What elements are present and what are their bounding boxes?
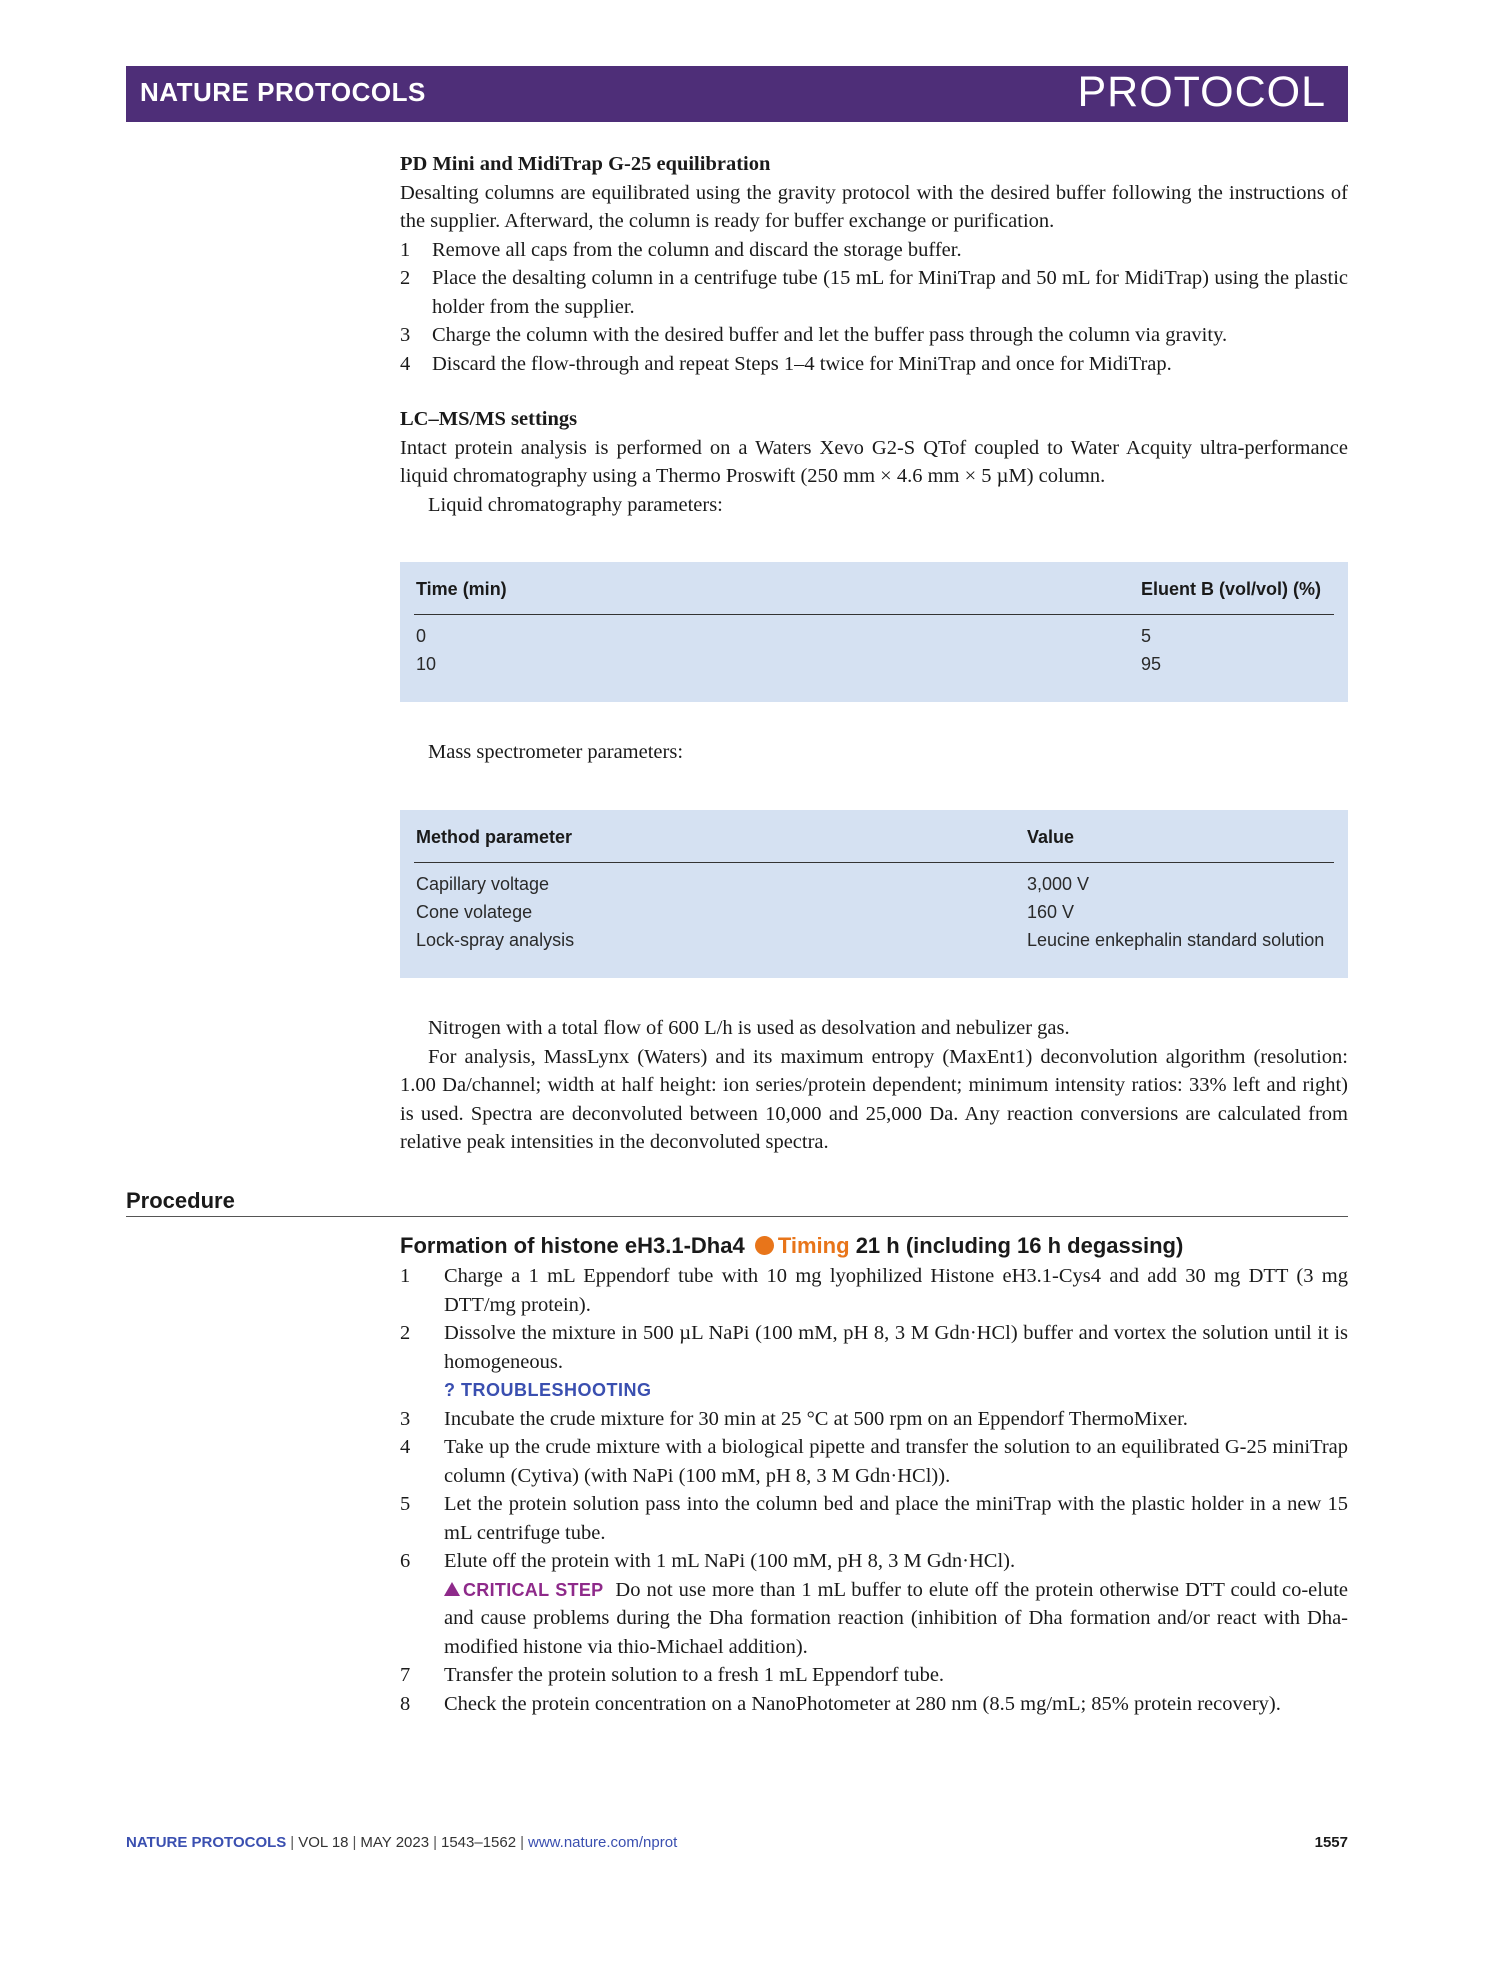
step-text: Transfer the protein solution to a fresh 1 mL Eppendorf tube.: [444, 1664, 945, 1686]
table-cell: 10: [416, 654, 437, 674]
step-text: Charge a 1 mL Eppendorf tube with 10 mg lyophilized Histone eH3.1-Cys4 and add 30 mg DTT (3 mg DTT/mg protein).: [444, 1265, 1348, 1316]
procedure-heading: Procedure: [126, 1188, 235, 1213]
step-number: 2: [400, 267, 411, 289]
step-number: 3: [400, 324, 411, 346]
column-header: Eluent B (vol/vol) (%): [1141, 579, 1321, 599]
table-cell: 5: [1141, 626, 1152, 646]
step-text: Elute off the protein with 1 mL NaPi (100 mM, pH 8, 3 M Gdn·HCl).: [444, 1550, 1016, 1572]
step-text: Discard the flow-through and repeat Steps 1–4 twice for MiniTrap and once for MidiTrap.: [432, 352, 1172, 375]
list-item: [400, 350, 1348, 379]
list-item: [400, 1661, 1348, 1690]
list-item: [400, 321, 1348, 350]
step-number: 8: [400, 1692, 411, 1715]
table-cell: Capillary voltage: [416, 874, 550, 894]
column-header: Value: [1027, 827, 1075, 847]
step-text: Remove all caps from the column and discard the storage buffer.: [432, 238, 962, 261]
step-text: Dissolve the mixture in 500 µL NaPi (100 mM, pH 8, 3 M Gdn·HCl) buffer and vortex the solution until it is homogeneous.: [444, 1322, 1348, 1373]
table-header: [414, 562, 1334, 615]
column-header: Method parameter: [416, 827, 573, 847]
step-text: Charge the column with the desired buffer and let the buffer pass through the column via gravity.: [432, 324, 1228, 346]
table-cell: 95: [1141, 654, 1162, 674]
procedure-steps: [400, 1262, 1348, 1718]
procedure-divider: [126, 1216, 1348, 1217]
column-header: Time (min): [416, 579, 507, 599]
step-number: 7: [400, 1664, 411, 1686]
step-number: 1: [400, 238, 411, 261]
table-cell: 3,000 V: [1027, 874, 1090, 894]
list-item: [400, 1690, 1348, 1719]
timing-dot-icon: [755, 1236, 774, 1255]
header-bar: [126, 66, 1348, 122]
equilibration-title: PD Mini and MidiTrap G-25 equilibration: [400, 153, 771, 175]
critical-step-text: Do not use more than 1 mL buffer to elute off the protein otherwise DTT could co-elute and cause problems during the Dha formation reaction (inhibition of Dha formation and/or react with Dha-modified histone via thio-Michael addition).: [444, 1578, 1349, 1658]
table-cell: 0: [416, 626, 427, 646]
list-item: [400, 1490, 1348, 1547]
step-number: 4: [400, 352, 411, 375]
table-cell: Cone volatege: [416, 902, 533, 922]
lcms-intro: Intact protein analysis is performed on a Waters Xevo G2-S QTof coupled to Water Acquity ultra-performance liquid chromatography using a Thermo Proswift (250 mm × 4.6 mm × 5 µM) column.: [400, 436, 1348, 487]
step-text: Check the protein concentration on a NanoPhotometer at 280 nm (8.5 mg/mL; 85% protein recovery).: [444, 1692, 1281, 1715]
list-item: [400, 1433, 1348, 1490]
step-text: Incubate the crude mixture for 30 min at 25 °C at 500 rpm on an Eppendorf ThermoMixer.: [444, 1407, 1188, 1430]
ms-table: [400, 810, 1348, 978]
lc-params-label: Liquid chromatography parameters:: [428, 493, 723, 516]
table-header: [414, 810, 1334, 863]
list-item: [400, 1319, 1348, 1405]
table-cell: Leucine enkephalin standard solution: [1027, 930, 1325, 950]
list-item: [400, 264, 1348, 321]
page-number: 1557: [1314, 1834, 1348, 1851]
procedure-title: [400, 1233, 1183, 1259]
lcms-title: LC–MS/MS settings: [400, 408, 578, 430]
step-number: 4: [400, 1436, 411, 1458]
list-item: [400, 236, 1348, 265]
footer-date: MAY 2023: [360, 1834, 430, 1851]
timing-label: Timing: [777, 1233, 850, 1258]
step-number: 2: [400, 1322, 411, 1344]
critical-triangle-icon: [444, 1582, 460, 1596]
procedure-title-text: Formation of histone eH3.1-Dha4: [400, 1233, 745, 1258]
step-number: 6: [400, 1550, 411, 1572]
equilibration-section: [400, 150, 1348, 378]
step-text: Take up the crude mixture with a biological pipette and transfer the solution to an equilibrated G-25 miniTrap column (Cytiva) (with NaPi (100 mM, pH 8, 3 M Gdn·HCl)).: [444, 1436, 1348, 1487]
equilibration-steps: [400, 236, 1348, 379]
list-item: [400, 1547, 1348, 1661]
ms-params-label: Mass spectrometer parameters:: [428, 741, 684, 763]
table-cell: Lock-spray analysis: [416, 930, 575, 950]
page-footer: NATURE PROTOCOLS | VOL 18 | MAY 2023 | 1543–1562 | www.nature.com/nprot 1557: [126, 1834, 1348, 1851]
lcms-section: [400, 405, 1348, 519]
nitrogen-paragraph: Nitrogen with a total flow of 600 L/h is used as desolvation and nebulizer gas.: [428, 1017, 1070, 1039]
footer-pages: 1543–1562: [441, 1834, 517, 1851]
step-text: Place the desalting column in a centrifuge tube (15 mL for MiniTrap and 50 mL for MidiTrap) using the plastic holder from the supplier.: [432, 267, 1348, 318]
critical-step-label: CRITICAL STEP: [463, 1579, 604, 1600]
table-cell: 160 V: [1027, 902, 1075, 922]
step-number: 1: [400, 1265, 411, 1287]
section-label: PROTOCOL: [1077, 68, 1326, 116]
analysis-paragraph: For analysis, MassLynx (Waters) and its maximum entropy (MaxEnt1) deconvolution algorithm (resolution: 1.00 Da/channel; width at half height: ion series/protein dependent; minimum intensity ratios: 33% left and right) is used. Spectra are deconvoluted between 10,000 and 25,000 Da. Any reaction conversions are calculated from relative peak intensities in the deconvoluted spectra.: [400, 1045, 1348, 1153]
troubleshooting-link[interactable]: ? TROUBLESHOOTING: [444, 1380, 652, 1400]
step-number: 5: [400, 1493, 411, 1515]
footer-journal: NATURE PROTOCOLS: [126, 1834, 287, 1851]
timing-value: 21 h (including 16 h degassing): [855, 1233, 1184, 1258]
list-item: [400, 1405, 1348, 1434]
footer-volume: VOL 18: [298, 1834, 349, 1851]
lc-table: [400, 562, 1348, 702]
equilibration-intro: Desalting columns are equilibrated using the gravity protocol with the desired buffer following the instructions of the supplier. Afterward, the column is ready for buffer exchange or purification.: [400, 181, 1348, 232]
ms-notes: [400, 1014, 1348, 1157]
footer-url-link[interactable]: www.nature.com/nprot: [528, 1834, 678, 1851]
step-number: 3: [400, 1407, 411, 1430]
step-text: Let the protein solution pass into the column bed and place the miniTrap with the plastic holder in a new 15 mL centrifuge tube.: [444, 1493, 1348, 1544]
list-item: [400, 1262, 1348, 1319]
journal-name: NATURE PROTOCOLS: [140, 77, 426, 107]
